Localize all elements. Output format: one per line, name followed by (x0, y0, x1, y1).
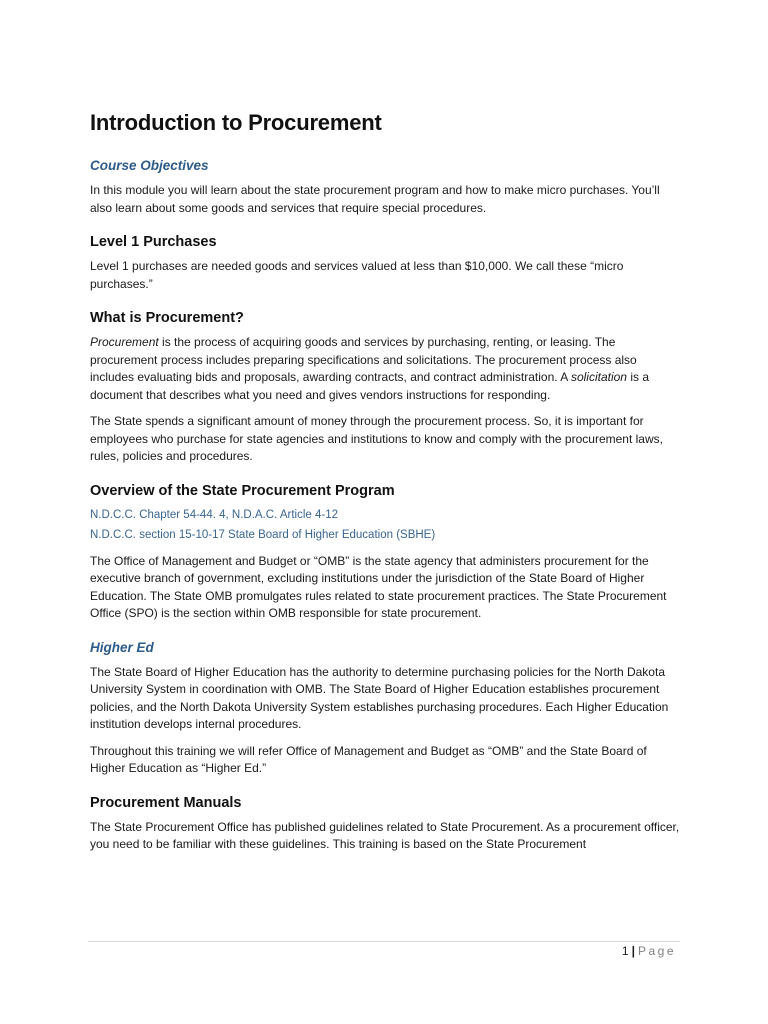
level1-heading: Level 1 Purchases (90, 234, 217, 250)
course-objectives-text: In this module you will learn about the state procurement program and how to make micro purchases. You’ll also learn about some goods and services that require special procedures. (90, 183, 660, 215)
what-is-text-b: is a document that describes what you need and gives vendors instructions for responding. (90, 370, 649, 402)
higher-ed-paragraph-2: Throughout this training we will refer Office of Management and Budget as “OMB” and the State Board of Higher Education as “Higher Ed.” (90, 743, 647, 775)
page-content (90, 110, 680, 863)
higher-ed-heading: Higher Ed (90, 639, 154, 655)
page-title: Introduction to Procurement (90, 110, 382, 135)
page-footer (622, 944, 676, 958)
procurement-manuals-heading: Procurement Manuals (90, 794, 242, 811)
what-is-procurement-paragraph-2: The State spends a significant amount of money through the procurement process. So, it is important for employees who purchase for state agencies and institutions to know and comply with the procurement laws, rules, policies and procedures. (90, 414, 663, 463)
procurement-manuals-text: The State Procurement Office has published guidelines related to State Procurement. As a procurement officer, you need to be familiar with these guidelines. This training is based on the State Procurement (90, 819, 680, 851)
what-is-procurement-paragraph-1 (90, 334, 680, 404)
higher-ed-paragraph-1: The State Board of Higher Education has the authority to determine purchasing policies for the North Dakota University System in coordination with OMB. The State Board of Higher Education establishes procurement policies, and the North Dakota University System establishes purchasing procedures. Each Higher Education institution develops internal procedures. (90, 664, 669, 731)
what-is-procurement-heading: What is Procurement? (90, 310, 244, 326)
page-label: Page (637, 944, 676, 958)
footer-divider (88, 941, 680, 942)
solicitation-term: solicitation (570, 370, 627, 384)
page-number: 1 (621, 944, 629, 958)
level1-text: Level 1 purchases are needed goods and services valued at less than $10,000. We call these “micro purchases.” (90, 259, 624, 291)
overview-text: The Office of Management and Budget or “OMB” is the state agency that administers procurement for the executive branch of government, excluding institutions under the jurisdiction of the State Board of Higher Education. The State OMB promulgates rules related to state procurement practices. The State Procurement Office (SPO) is the section within OMB responsible for state procurement. (90, 553, 667, 620)
course-objectives-heading: Course Objectives (90, 158, 209, 173)
page-separator: | (631, 944, 635, 958)
procurement-term: Procurement (90, 335, 159, 349)
overview-reference-2: N.D.C.C. section 15-10-17 State Board of Higher Education (SBHE) (90, 528, 436, 541)
overview-reference-1: N.D.C.C. Chapter 54-44. 4, N.D.A.C. Article 4-12 (90, 508, 338, 521)
overview-heading: Overview of the State Procurement Program (90, 482, 395, 499)
what-is-text-a: is the process of acquiring goods and services by purchasing, renting, or leasing. The procurement process includes preparing specifications and solicitations. The procurement process also includes evaluating bids and proposals, awarding contracts, and contract administration. A (90, 335, 637, 384)
